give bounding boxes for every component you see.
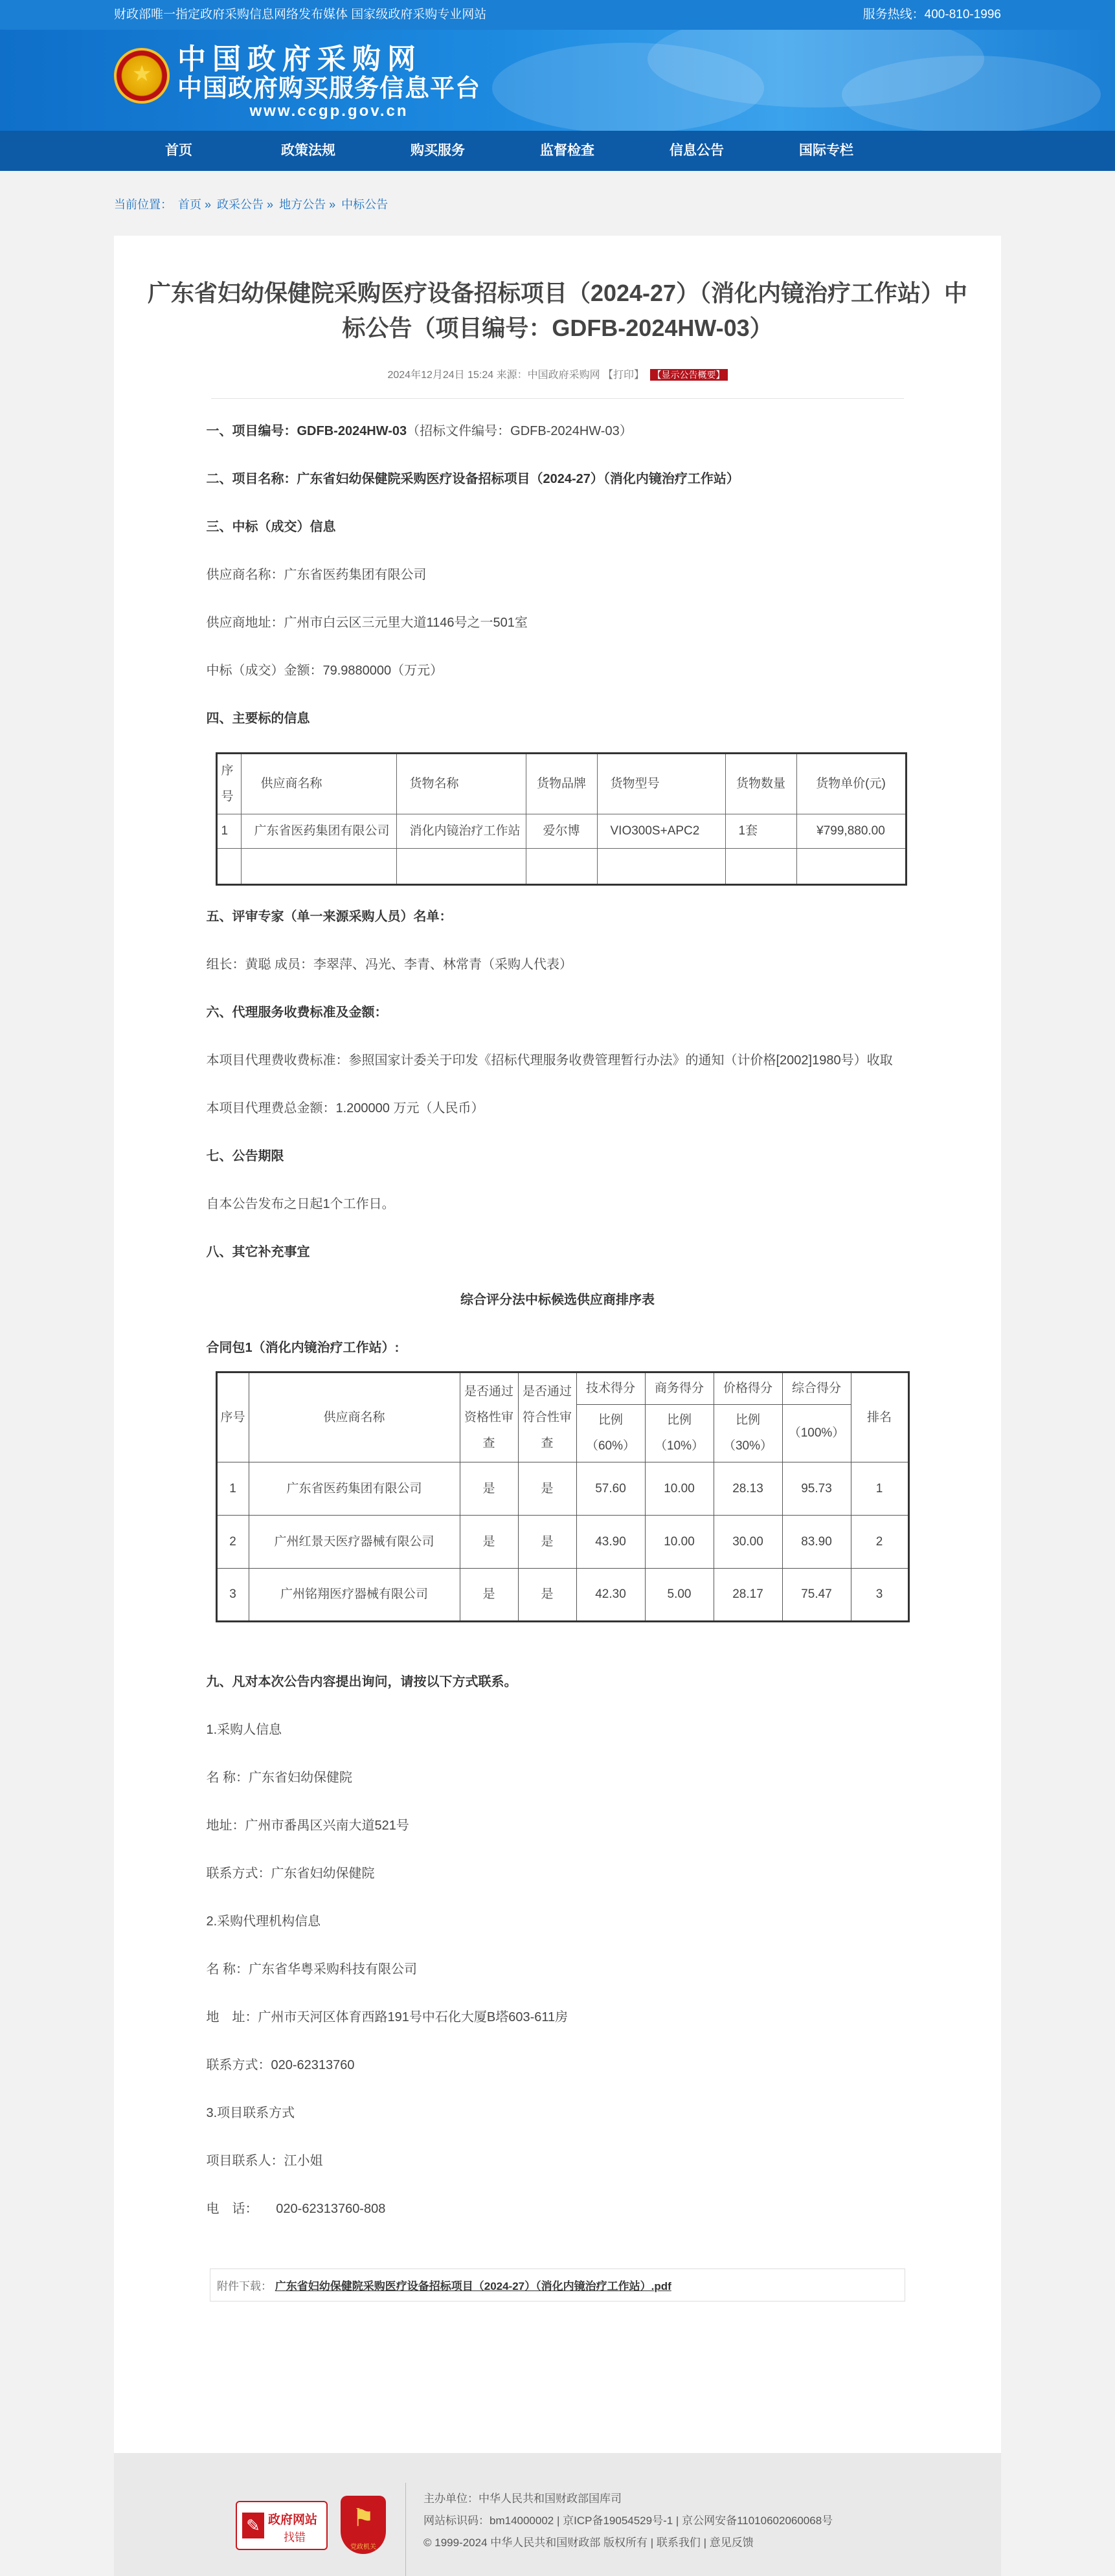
- party-gov-org-badge[interactable]: [341, 2496, 386, 2554]
- ranking-table-title: 综合评分法中标候选供应商排序表: [460, 1293, 655, 1307]
- section-other: 八、其它补充事宜: [206, 1245, 310, 1259]
- package-label: 合同包1（消化内镜治疗工作站）:: [206, 1341, 400, 1355]
- table-cell: 广东省医药集团有限公司: [241, 814, 396, 849]
- table-cell: 28.13: [714, 1462, 782, 1516]
- experts-list: 组长：黄聪 成员：李翠萍、冯光、李青、林常青（采购人代表）: [206, 958, 573, 972]
- phone-label: 电 话：: [206, 2202, 258, 2216]
- table-header-cell: 货物单价(元): [796, 754, 906, 814]
- table-cell: 是: [460, 1516, 518, 1569]
- table-cell: [526, 849, 597, 885]
- table-header-row: [216, 1372, 908, 1405]
- breadcrumb-home[interactable]: 首页 »: [178, 198, 212, 211]
- table-cell: 1: [216, 814, 241, 849]
- table-cell: [216, 849, 241, 885]
- table-row: [216, 814, 906, 849]
- national-emblem-icon[interactable]: ★: [114, 48, 170, 104]
- table-header-cell: 货物型号: [597, 754, 725, 814]
- table-cell: 消化内镜治疗工作站: [396, 814, 526, 849]
- table-cell: 10.00: [645, 1462, 714, 1516]
- table-header-cell: 是否通过符合性审查: [518, 1372, 576, 1462]
- table-cell: [597, 849, 725, 885]
- agency-info-heading: 2.采购代理机构信息: [206, 1914, 321, 1929]
- nav-item-purchase-service[interactable]: 购买服务: [411, 143, 465, 158]
- table-cell: 28.17: [714, 1569, 782, 1622]
- badge-label: 政府网站: [268, 2513, 318, 2527]
- page-title: 广东省妇幼保健院采购医疗设备招标项目（2024-27）（消化内镜治疗工作站）中标公告（项目编号：GDFB-2024HW-03）: [147, 280, 968, 341]
- table-cell: 3: [851, 1569, 908, 1622]
- table-cell: 83.90: [782, 1516, 851, 1569]
- publish-info[interactable]: 2024年12月24日 15:24 来源：中国政府采购网 【打印】: [387, 370, 645, 381]
- announcement-period: 自本公告发布之日起1个工作日。: [206, 1197, 395, 1211]
- table-cell: [241, 849, 396, 885]
- table-cell: 广东省医药集团有限公司: [249, 1462, 460, 1516]
- table-cell: 广州铭翔医疗器械有限公司: [249, 1569, 460, 1622]
- table-header-cell: 综合得分: [782, 1372, 851, 1405]
- table-row-empty: [216, 849, 906, 885]
- badge-sublabel: 找错: [284, 2531, 306, 2544]
- table-cell: 是: [460, 1569, 518, 1622]
- agency-address: 地 址：广州市天河区体育西路191号中石化大厦B塔603-611房: [206, 2010, 569, 2024]
- table-cell: VIO300S+APC2: [597, 814, 725, 849]
- table-row: [216, 1462, 908, 1516]
- table-header-row: [216, 754, 906, 814]
- table-header-cell: 比例（10%）: [645, 1405, 714, 1462]
- agency-contact: 联系方式：020-62313760: [206, 2058, 355, 2072]
- announcement-article: [114, 236, 1001, 2453]
- table-cell: 75.47: [782, 1569, 851, 1622]
- logo-title: 中国政府采购网: [177, 43, 422, 75]
- table-cell: 1: [851, 1462, 908, 1516]
- table-header-cell: 技术得分: [576, 1372, 645, 1405]
- site-logo[interactable]: [177, 44, 480, 120]
- project-contact-person: 项目联系人：江小姐: [206, 2154, 323, 2168]
- table-header-cell: 货物品牌: [526, 754, 597, 814]
- table-header-cell: 货物数量: [725, 754, 796, 814]
- top-bar-slogan: 财政部唯一指定政府采购信息网络发布媒体 国家级政府采购专业网站: [114, 8, 487, 21]
- purchaser-info-heading: 1.采购人信息: [206, 1723, 282, 1737]
- table-row: [216, 1569, 908, 1622]
- footer-divider: [405, 2483, 406, 2576]
- table-cell: 是: [460, 1462, 518, 1516]
- breadcrumb-local[interactable]: 地方公告 »: [279, 198, 336, 211]
- gov-site-error-report-badge[interactable]: [236, 2501, 328, 2550]
- table-header-cell: 商务得分: [645, 1372, 714, 1405]
- main-nav: [0, 131, 1115, 171]
- nav-item-supervision[interactable]: 监督检查: [540, 143, 594, 158]
- table-cell: [396, 849, 526, 885]
- host-unit: 主办单位：中华人民共和国财政部国库司: [423, 2492, 622, 2505]
- table-cell: 5.00: [645, 1569, 714, 1622]
- purchaser-name: 名 称：广东省妇幼保健院: [206, 1771, 353, 1785]
- table-cell: ¥799,880.00: [796, 814, 906, 849]
- table-cell: 30.00: [714, 1516, 782, 1569]
- service-hotline: 服务热线：400-810-1996: [862, 8, 1001, 21]
- top-bar: [0, 0, 1115, 30]
- table-cell: 2: [851, 1516, 908, 1569]
- table-header-cell: 货物名称: [396, 754, 526, 814]
- table-header-cell: （100%）: [782, 1405, 851, 1462]
- logo-subtitle: 中国政府购买服务信息平台: [177, 75, 481, 102]
- supplier-name: 供应商名称：广东省医药集团有限公司: [206, 568, 427, 582]
- project-number: 一、项目编号：GDFB-2024HW-03: [206, 424, 407, 438]
- breadcrumb-label: 当前位置：: [114, 198, 172, 211]
- site-ids: 网站标识码：bm14000002 | 京ICP备19054529号-1 | 京公网安备11010602060068号: [423, 2514, 833, 2527]
- section-agency-fee: 六、代理服务收费标准及金额：: [206, 1005, 388, 1020]
- section-period: 七、公告期限: [206, 1149, 284, 1163]
- copyright: © 1999-2024 中华人民共和国财政部 版权所有 | 联系我们 | 意见反馈: [423, 2537, 754, 2549]
- fee-total: 本项目代理费总金额：1.200000 万元（人民币）: [206, 1101, 484, 1115]
- nav-item-announcements[interactable]: 信息公告: [670, 143, 724, 158]
- attachment-label: 附件下载：: [217, 2280, 272, 2292]
- table-header-cell: 比例（30%）: [714, 1405, 782, 1462]
- main-items-table: [216, 752, 907, 886]
- table-cell: [725, 849, 796, 885]
- tender-file-number: （招标文件编号：GDFB-2024HW-03）: [407, 424, 633, 438]
- table-header-cell: 序号: [216, 1372, 249, 1462]
- table-header-cell: 供应商名称: [241, 754, 396, 814]
- article-content: [207, 399, 909, 2223]
- purchaser-contact: 联系方式：广东省妇幼保健院: [206, 1866, 375, 1881]
- badge-caption: 党政机关: [350, 2544, 376, 2551]
- ranking-table: [216, 1371, 910, 1622]
- table-header-cell: 排名: [851, 1372, 908, 1462]
- purchaser-address: 地址：广州市番禺区兴南大道521号: [206, 1819, 409, 1833]
- header-banner: [0, 30, 1115, 131]
- article-meta: [114, 366, 1001, 381]
- report-error-icon: ✎: [242, 2513, 264, 2538]
- table-cell: 42.30: [576, 1569, 645, 1622]
- phone-number: 020-62313760-808: [276, 2202, 386, 2216]
- table-cell: 43.90: [576, 1516, 645, 1569]
- logo-url: www.ccgp.gov.cn: [249, 102, 409, 120]
- table-cell: 57.60: [576, 1462, 645, 1516]
- party-gov-emblem-icon: ⚑: [352, 2505, 375, 2532]
- section-award-info: 三、中标（成交）信息: [206, 520, 336, 534]
- table-cell: 3: [216, 1569, 249, 1622]
- project-contact-phone: [207, 2195, 909, 2223]
- table-cell: 爱尔博: [526, 814, 597, 849]
- table-cell: 10.00: [645, 1516, 714, 1569]
- table-row: [216, 1516, 908, 1569]
- site-footer: [114, 2453, 1001, 2576]
- table-cell: [796, 849, 906, 885]
- footer-info: [423, 2488, 833, 2554]
- table-cell: 1: [216, 1462, 249, 1516]
- table-cell: 是: [518, 1569, 576, 1622]
- project-name: 二、项目名称：广东省妇幼保健院采购医疗设备招标项目（2024-27）（消化内镜治疗工作站）: [206, 472, 739, 486]
- supplier-address: 供应商地址：广州市白云区三元里大道1146号之一501室: [206, 616, 528, 630]
- fee-standard: 本项目代理费收费标准：参照国家计委关于印发《招标代理服务收费管理暂行办法》的通知（计价格[2002]1980号）收取: [206, 1053, 893, 1068]
- nav-item-policy[interactable]: 政策法规: [281, 143, 335, 158]
- attachment-download-link[interactable]: 广东省妇幼保健院采购医疗设备招标项目（2024-27）（消化内镜治疗工作站）.pdf: [275, 2280, 671, 2292]
- table-header-cell: 供应商名称: [249, 1372, 460, 1462]
- nav-item-international[interactable]: 国际专栏: [799, 143, 853, 158]
- project-contact-heading: 3.项目联系方式: [206, 2106, 295, 2120]
- table-cell: 1套: [725, 814, 796, 849]
- table-cell: 95.73: [782, 1462, 851, 1516]
- breadcrumb: [114, 171, 1001, 236]
- section-experts: 五、评审专家（单一来源采购人员）名单：: [206, 910, 453, 924]
- table-header-cell: 比例（60%）: [576, 1405, 645, 1462]
- nav-item-home[interactable]: 首页: [165, 143, 192, 158]
- section-main-items: 四、主要标的信息: [206, 711, 310, 726]
- breadcrumb-award[interactable]: 中标公告: [341, 198, 389, 211]
- award-amount: 中标（成交）金额：79.9880000（万元）: [206, 664, 444, 678]
- show-summary-button[interactable]: 【显示公告概要】: [650, 369, 728, 381]
- breadcrumb-procurement[interactable]: 政采公告 »: [217, 198, 274, 211]
- section-contact: 九、凡对本次公告内容提出询问，请按以下方式联系。: [206, 1675, 517, 1689]
- table-cell: 是: [518, 1462, 576, 1516]
- attachment-box: [210, 2268, 905, 2302]
- table-header-cell: 价格得分: [714, 1372, 782, 1405]
- table-header-cell: 是否通过资格性审查: [460, 1372, 518, 1462]
- table-cell: 广州红景天医疗器械有限公司: [249, 1516, 460, 1569]
- table-header-cell: 序号: [216, 754, 241, 814]
- table-cell: 是: [518, 1516, 576, 1569]
- agency-name: 名 称：广东省华粤采购科技有限公司: [206, 1962, 418, 1977]
- table-cell: 2: [216, 1516, 249, 1569]
